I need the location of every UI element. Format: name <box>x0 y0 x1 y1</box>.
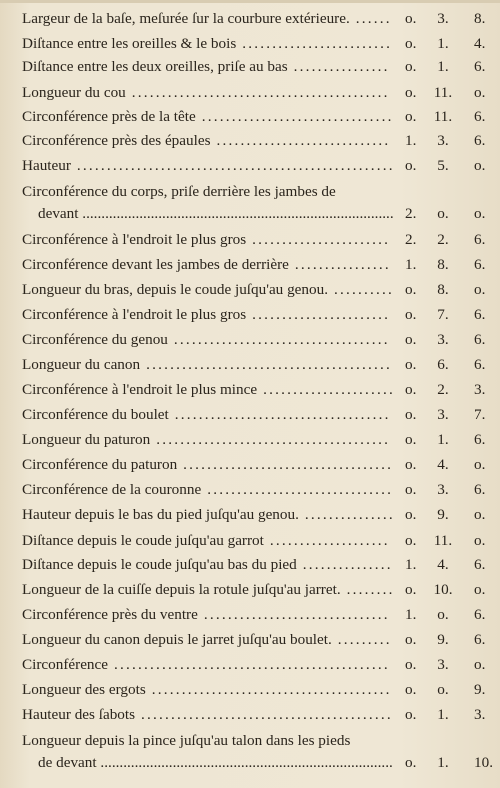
inches-value: 10. <box>433 581 453 598</box>
inches-value: 5. <box>437 157 449 174</box>
row-label <box>22 631 398 649</box>
lines-value: 6. <box>474 331 486 348</box>
feet-value: o. <box>405 306 417 323</box>
row-label <box>22 481 398 499</box>
inches-value: 4. <box>437 456 449 473</box>
leader-dots: .................................... <box>167 331 390 348</box>
feet-value: 1. <box>405 606 417 623</box>
row-label <box>22 456 398 474</box>
lines-value: o. <box>474 157 486 174</box>
row-label-text: Longueur des ergots <box>22 681 146 698</box>
leader-dots: ....................................... <box>150 431 391 448</box>
lines-value: 6. <box>474 108 486 125</box>
feet-value: o. <box>405 532 417 549</box>
inches-value: 1. <box>437 754 449 771</box>
inches-value: 1. <box>437 58 449 75</box>
inches-value: 1. <box>437 431 449 448</box>
lines-value: 6. <box>474 256 486 273</box>
inches-value: 7. <box>437 306 449 323</box>
inches-value: 11. <box>433 84 453 101</box>
row-label <box>22 331 398 349</box>
leader-dots: ..................................................... <box>70 157 395 174</box>
leader-dots: ......... <box>331 631 392 648</box>
feet-value: o. <box>405 581 417 598</box>
feet-value: o. <box>405 108 417 125</box>
leader-dots: .................................................................................. <box>78 205 394 222</box>
lines-value: 6. <box>474 431 486 448</box>
lines-value: o. <box>474 456 486 473</box>
leader-dots: ............................. <box>210 132 391 149</box>
leader-dots: ................ <box>287 58 390 75</box>
inches-value: 3. <box>437 481 449 498</box>
leader-dots: ......................................... <box>140 356 392 373</box>
lines-value: o. <box>474 581 486 598</box>
feet-value: 1. <box>405 256 417 273</box>
row-label <box>22 681 398 699</box>
row-label <box>22 656 398 674</box>
leader-dots: ...... <box>349 10 392 27</box>
inches-value: 11. <box>433 532 453 549</box>
leader-dots: .................................... <box>168 406 391 423</box>
lines-value: 6. <box>474 556 486 573</box>
lines-value: o. <box>474 281 486 298</box>
inches-value: 9. <box>437 631 449 648</box>
leader-dots: ........................................ <box>145 681 392 698</box>
row-label-text: Circonférence <box>22 656 109 673</box>
lines-value: 6. <box>474 606 486 623</box>
lines-value: 9. <box>474 681 486 698</box>
row-label-text: Circonférence du paturon <box>22 456 178 473</box>
row-label-text: Longueur du cou <box>22 84 126 101</box>
lines-value: 6. <box>474 132 486 149</box>
leader-dots: .......... <box>328 281 394 298</box>
leader-dots: ............................... <box>201 481 394 498</box>
leader-dots: ................................ <box>195 108 394 125</box>
lines-value: 6. <box>474 231 486 248</box>
feet-value: o. <box>405 331 417 348</box>
lines-value: o. <box>474 506 486 523</box>
feet-value: o. <box>405 35 417 52</box>
row-label-continuation <box>38 205 398 223</box>
row-label-text: Circonférence près de la tête <box>22 108 196 125</box>
inches-value: 9. <box>437 506 449 523</box>
feet-value: o. <box>405 381 417 398</box>
row-label <box>22 406 398 424</box>
inches-value: 8. <box>437 281 449 298</box>
inches-value: 3. <box>437 331 449 348</box>
row-label <box>22 108 398 126</box>
feet-value: 2. <box>405 231 417 248</box>
feet-value: o. <box>405 406 417 423</box>
lines-value: o. <box>474 532 486 549</box>
inches-value: o. <box>437 606 449 623</box>
lines-value: 8. <box>474 10 486 27</box>
inches-value: 1. <box>437 35 449 52</box>
feet-value: 1. <box>405 556 417 573</box>
feet-value: o. <box>405 84 417 101</box>
row-label-continuation <box>38 754 398 772</box>
inches-value: o. <box>437 681 449 698</box>
feet-value: o. <box>405 10 417 27</box>
lines-value: o. <box>474 84 486 101</box>
inches-value: 3. <box>437 10 449 27</box>
row-label <box>22 84 398 102</box>
row-label-text: Circonférence à l'endroit le plus gros <box>22 231 247 248</box>
row-label <box>22 381 398 399</box>
inches-value: o. <box>437 205 449 222</box>
inches-value: 4. <box>437 556 449 573</box>
row-label <box>22 431 398 449</box>
page-edge <box>0 0 500 3</box>
leader-dots: ....................... <box>246 306 391 323</box>
inches-value: 6. <box>437 356 449 373</box>
row-label <box>22 306 398 324</box>
row-label <box>22 231 398 249</box>
leader-dots: ......................... <box>236 35 393 52</box>
lines-value: 6. <box>474 58 486 75</box>
row-label <box>22 58 398 76</box>
row-label-text: Circonférence du corps, priſe derrière les jambes de <box>22 183 336 200</box>
leader-dots: .............................................. <box>108 656 390 673</box>
row-label-text: Circonférence du boulet <box>22 406 169 423</box>
row-label-text: Longueur du bras, depuis le coude juſqu'au genou. <box>22 281 328 298</box>
lines-value: o. <box>474 656 486 673</box>
row-label-text: Circonférence de la couronne <box>22 481 202 498</box>
row-label-text: Largeur de la baſe, meſurée ſur la courbure extérieure. <box>22 10 350 27</box>
feet-value: o. <box>405 656 417 673</box>
row-label-text: Longueur de la cuiſſe depuis la rotule juſqu'au jarret. <box>22 581 341 598</box>
leader-dots: ............................... <box>197 606 390 623</box>
row-label-text: Circonférence près du ventre <box>22 606 198 623</box>
feet-value: o. <box>405 58 417 75</box>
feet-value: o. <box>405 481 417 498</box>
row-label <box>22 157 398 175</box>
feet-value: o. <box>405 754 417 771</box>
leader-dots: ....................... <box>246 231 391 248</box>
row-label <box>22 581 398 599</box>
row-label-text: Longueur depuis la pince juſqu'au talon dans les pieds <box>22 732 351 749</box>
feet-value: o. <box>405 681 417 698</box>
row-label <box>22 35 398 53</box>
row-label <box>22 506 398 524</box>
inches-value: 8. <box>437 256 449 273</box>
leader-dots: ...................... <box>257 381 396 398</box>
row-label <box>22 356 398 374</box>
row-label <box>22 706 398 724</box>
leader-dots: ............... <box>298 506 395 523</box>
lines-value: 3. <box>474 381 486 398</box>
row-label-text: Diſtance depuis le coude juſqu'au bas du pied <box>22 556 297 573</box>
feet-value: o. <box>405 431 417 448</box>
row-label-text: Longueur du canon depuis le jarret juſqu'au boulet. <box>22 631 332 648</box>
lines-value: 6. <box>474 631 486 648</box>
feet-value: o. <box>405 506 417 523</box>
row-label-text: Circonférence du genou <box>22 331 168 348</box>
lines-value: 4. <box>474 35 486 52</box>
leader-dots: ........ <box>340 581 395 598</box>
inches-value: 3. <box>437 132 449 149</box>
lines-value: 6. <box>474 481 486 498</box>
lines-value: 6. <box>474 306 486 323</box>
inches-value: 3. <box>437 406 449 423</box>
row-label <box>22 256 398 274</box>
row-label <box>22 606 398 624</box>
row-label-text: Diſtance entre les deux oreilles, priſe au bas <box>22 58 288 75</box>
lines-value: 6. <box>474 356 486 373</box>
inches-value: 2. <box>437 231 449 248</box>
lines-value: 3. <box>474 706 486 723</box>
inches-value: 11. <box>433 108 453 125</box>
feet-value: o. <box>405 631 417 648</box>
lines-value: 10. <box>474 754 493 771</box>
row-label-text: Circonférence à l'endroit le plus gros <box>22 306 247 323</box>
leader-dots: ............... <box>296 556 393 573</box>
row-label <box>22 556 398 574</box>
inches-value: 1. <box>437 706 449 723</box>
inches-value: 2. <box>437 381 449 398</box>
feet-value: o. <box>405 157 417 174</box>
row-label-continuation-text: de devant <box>38 754 97 771</box>
row-label <box>22 183 398 201</box>
leader-dots: ................................... <box>177 456 394 473</box>
row-label-text: Diſtance entre les oreilles & le bois <box>22 35 237 52</box>
row-label-text: Circonférence près des épaules <box>22 132 211 149</box>
feet-value: o. <box>405 356 417 373</box>
leader-dots: ........................................... <box>125 84 390 101</box>
row-label <box>22 281 398 299</box>
row-label-text: Diſtance depuis le coude juſqu'au garrot <box>22 532 264 549</box>
leader-dots: .......................................... <box>135 706 393 723</box>
row-label-text: Hauteur depuis le bas du pied juſqu'au genou. <box>22 506 299 523</box>
row-label <box>22 532 398 550</box>
row-label-continuation-text: devant <box>38 205 79 222</box>
leader-dots: ............................................................................. <box>96 754 393 771</box>
inches-value: 3. <box>437 656 449 673</box>
row-label <box>22 10 398 28</box>
lines-value: o. <box>474 205 486 222</box>
row-label-text: Longueur du paturon <box>22 431 151 448</box>
leader-dots: ................ <box>288 256 391 273</box>
feet-value: o. <box>405 706 417 723</box>
feet-value: o. <box>405 281 417 298</box>
row-label-text: Hauteur <box>22 157 71 174</box>
feet-value: 1. <box>405 132 417 149</box>
feet-value: o. <box>405 456 417 473</box>
row-label-text: Circonférence à l'endroit le plus mince <box>22 381 258 398</box>
row-label <box>22 732 398 750</box>
row-label-text: Longueur du canon <box>22 356 141 373</box>
lines-value: 7. <box>474 406 486 423</box>
row-label <box>22 132 398 150</box>
leader-dots: .................... <box>263 532 390 549</box>
feet-value: 2. <box>405 205 417 222</box>
row-label-text: Hauteur des ſabots <box>22 706 136 723</box>
row-label-text: Circonférence devant les jambes de derrière <box>22 256 289 273</box>
